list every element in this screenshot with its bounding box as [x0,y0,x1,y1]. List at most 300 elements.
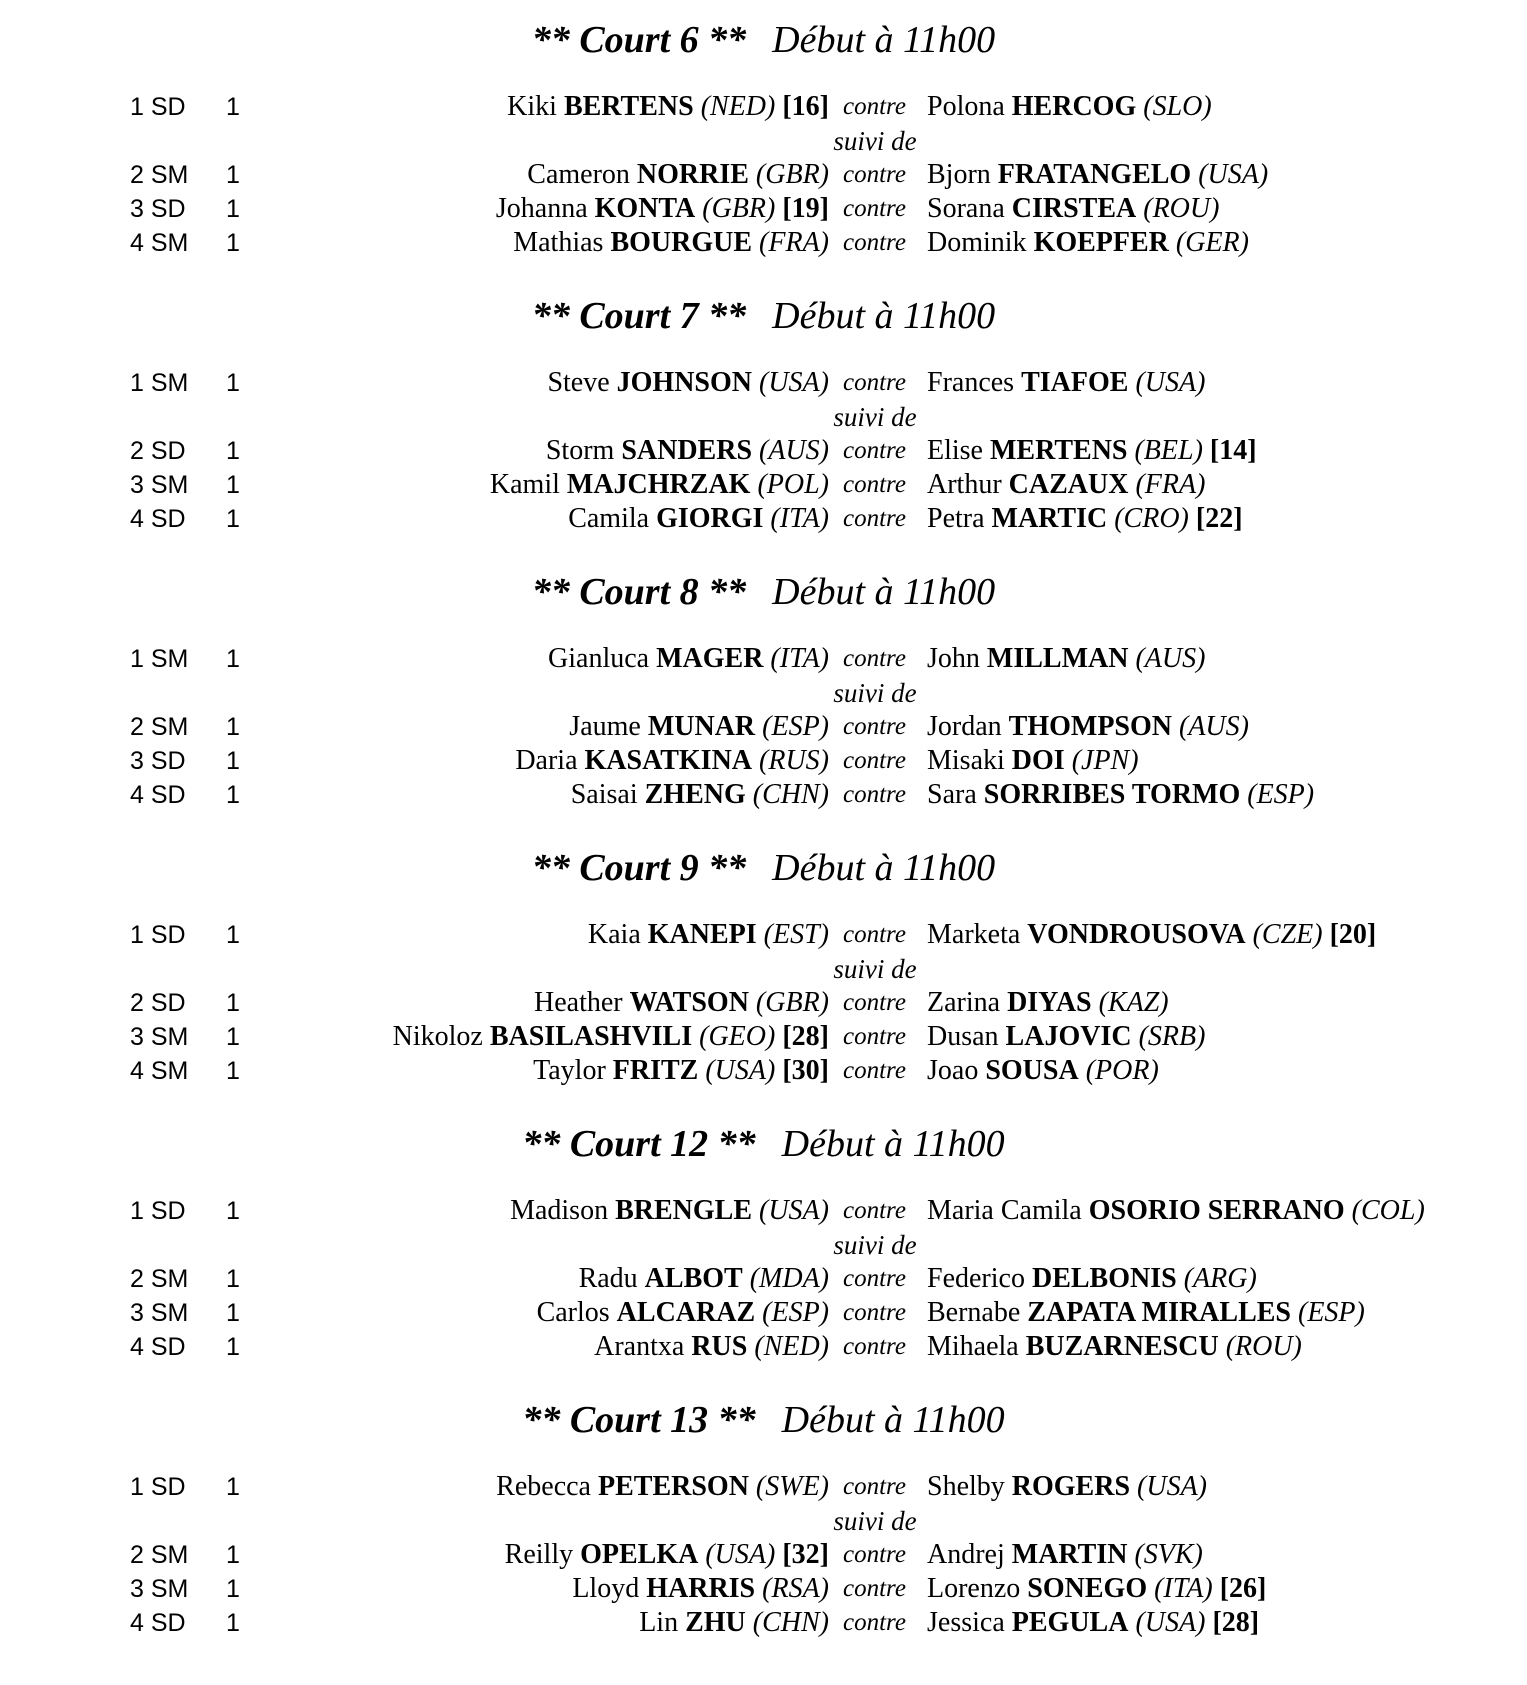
player-nationality: (POL) [757,469,829,500]
player-first-name: Taylor [533,1055,606,1086]
player-last-name: DIYAS [1007,987,1092,1018]
right-player [927,1054,1159,1088]
player-last-name: WATSON [629,987,749,1018]
player-last-name: ALBOT [644,1263,743,1294]
versus-label: contre [843,989,906,1016]
versus-label: contre [843,1023,906,1050]
match-row [0,1538,1527,1572]
match-order: 1 SD [130,1197,186,1225]
player-last-name: LAJOVIC [1005,1021,1132,1052]
player-seed: [28] [782,1021,829,1052]
versus-label: contre [843,1333,906,1360]
court-header [0,846,1527,890]
match-row [0,1296,1527,1330]
match-row [0,642,1527,676]
match-round: 1 [226,195,240,223]
followed-by-label: suivi de [833,1506,917,1536]
player-nationality: (USA) [705,1055,776,1086]
right-player [927,192,1219,226]
match-order: 3 SD [130,195,186,223]
match-order: 2 SM [130,1265,189,1293]
player-last-name: KOEPFER [1033,227,1169,258]
left-player [639,1606,829,1640]
match-order: 3 SM [130,1299,189,1327]
start-time: Début à 11h00 [772,571,996,613]
player-last-name: SOUSA [985,1055,1079,1086]
left-player [513,226,829,260]
player-first-name: Federico [927,1263,1025,1294]
player-nationality: (USA) [1135,1607,1206,1638]
player-nationality: (EST) [763,919,829,950]
player-first-name: Steve [547,367,610,398]
player-last-name: JOHNSON [616,367,753,398]
left-player [393,1020,829,1054]
match-round: 1 [226,1197,240,1225]
player-nationality: (ITA) [770,643,829,674]
player-first-name: Dominik [927,227,1027,258]
player-nationality: (ROU) [1143,193,1220,224]
player-last-name: CAZAUX [1008,469,1129,500]
match-round: 1 [226,1057,240,1085]
start-time: Début à 11h00 [772,847,996,889]
player-seed: [19] [782,193,829,224]
versus-label: contre [843,1265,906,1292]
versus-label: contre [843,1197,906,1224]
player-nationality: (GBR) [755,159,829,190]
player-last-name: TIAFOE [1021,367,1129,398]
player-first-name: Bernabe [927,1297,1021,1328]
right-player [927,90,1212,124]
player-nationality: (FRA) [759,227,829,258]
match-order: 3 SM [130,1023,189,1051]
player-nationality: (USA) [705,1539,776,1570]
versus-label: contre [843,781,906,808]
match-order: 2 SD [130,437,186,465]
player-last-name: BRENGLE [615,1195,753,1226]
match-round: 1 [226,1575,240,1603]
court-title: ** Court 8 ** [531,571,747,613]
player-nationality: (AUS) [1179,711,1249,742]
left-player [588,918,829,952]
player-last-name: MERTENS [990,435,1128,466]
player-nationality: (ESP) [762,711,829,742]
player-last-name: SANDERS [621,435,753,466]
player-first-name: Arthur [927,469,1002,500]
match-round: 1 [226,161,240,189]
match-round: 1 [226,93,240,121]
match-order: 3 SM [130,471,189,499]
player-last-name: FRITZ [612,1055,699,1086]
player-last-name: FRATANGELO [997,159,1192,190]
player-nationality: (NED) [754,1331,829,1362]
player-first-name: Rebecca [496,1471,591,1502]
player-last-name: DELBONIS [1031,1263,1177,1294]
player-nationality: (ESP) [1298,1297,1365,1328]
match-round: 1 [226,229,240,257]
player-first-name: Petra [927,503,985,534]
player-first-name: Madison [510,1195,609,1226]
match-order: 4 SD [130,1609,186,1637]
player-last-name: ALCARAZ [616,1297,756,1328]
match-order: 4 SM [130,229,189,257]
right-player [927,366,1205,400]
match-round: 1 [226,747,240,775]
player-nationality: (GBR) [702,193,776,224]
player-seed: [30] [782,1055,829,1086]
player-nationality: (USA) [1135,367,1206,398]
player-first-name: Cameron [527,159,630,190]
match-round: 1 [226,645,240,673]
player-first-name: Kiki [507,91,557,122]
player-seed: [22] [1195,503,1243,534]
right-player [927,642,1205,676]
match-row [0,1330,1527,1364]
player-seed: [28] [1212,1607,1260,1638]
match-row [0,434,1527,468]
player-first-name: Frances [927,367,1015,398]
player-nationality: (USA) [759,367,829,398]
player-first-name: Joao [927,1055,979,1086]
player-last-name: ROGERS [1011,1471,1131,1502]
match-order: 2 SD [130,989,186,1017]
right-player [927,1194,1425,1228]
versus-label: contre [843,437,906,464]
match-row [0,744,1527,778]
player-last-name: PEGULA [1011,1607,1129,1638]
player-first-name: Andrej [927,1539,1005,1570]
left-player [537,1296,829,1330]
player-first-name: Misaki [927,745,1005,776]
player-nationality: (ESP) [762,1297,829,1328]
left-player [510,1194,829,1228]
player-last-name: CIRSTEA [1011,193,1137,224]
player-last-name: SONEGO [1027,1573,1148,1604]
player-first-name: Jessica [927,1607,1005,1638]
left-player [547,366,829,400]
followed-by-label: suivi de [833,126,917,156]
match-row [0,1606,1527,1640]
player-seed: [26] [1219,1573,1267,1604]
match-order: 3 SD [130,747,186,775]
player-last-name: BASILASHVILI [489,1021,693,1052]
left-player [507,90,829,124]
match-order: 1 SM [130,369,189,397]
match-row [0,1572,1527,1606]
versus-label: contre [843,471,906,498]
left-player [572,1572,829,1606]
match-row [0,158,1527,192]
player-nationality: (BEL) [1134,435,1203,466]
followed-by-label: suivi de [833,1230,917,1260]
match-round: 1 [226,781,240,809]
player-nationality: (GER) [1175,227,1249,258]
start-time: Début à 11h00 [772,19,996,61]
left-player [505,1538,829,1572]
match-row [0,502,1527,536]
court-title: ** Court 6 ** [531,19,747,61]
player-first-name: Radu [578,1263,638,1294]
player-last-name: RUS [691,1331,748,1362]
player-first-name: Bjorn [927,159,991,190]
player-first-name: Polona [927,91,1005,122]
versus-label: contre [843,1473,906,1500]
match-order: 1 SD [130,921,186,949]
player-first-name: Zarina [927,987,1001,1018]
player-first-name: Saisai [570,779,638,810]
player-last-name: DOI [1011,745,1065,776]
player-nationality: (COL) [1351,1195,1425,1226]
player-seed: [32] [782,1539,829,1570]
player-nationality: (CRO) [1114,503,1189,534]
right-player [927,434,1257,468]
player-first-name: Kamil [489,469,560,500]
player-last-name: HARRIS [646,1573,756,1604]
player-last-name: ZHENG [644,779,746,810]
player-nationality: (ITA) [770,503,829,534]
court-header [0,1398,1527,1442]
right-player [927,468,1205,502]
versus-label: contre [843,229,906,256]
player-nationality: (ROU) [1225,1331,1302,1362]
match-row [0,366,1527,400]
match-round: 1 [226,1265,240,1293]
versus-label: contre [843,161,906,188]
left-player [579,1262,829,1296]
left-player [490,468,829,502]
court-title: ** Court 7 ** [531,295,747,337]
match-round: 1 [226,1299,240,1327]
right-player [927,502,1243,536]
versus-label: contre [843,1541,906,1568]
versus-label: contre [843,93,906,120]
player-first-name: Daria [515,745,578,776]
followed-by-label: suivi de [833,402,917,432]
player-first-name: Sorana [927,193,1005,224]
versus-label: contre [843,369,906,396]
match-row [0,918,1527,952]
player-nationality: (JPN) [1071,745,1139,776]
followed-by-label: suivi de [833,678,917,708]
player-last-name: KANEPI [647,919,757,950]
player-first-name: Lin [639,1607,679,1638]
player-first-name: Storm [545,435,615,466]
versus-label: contre [843,1057,906,1084]
player-nationality: (SVK) [1134,1539,1203,1570]
match-round: 1 [226,471,240,499]
match-row [0,778,1527,812]
right-player [927,918,1376,952]
match-order: 4 SM [130,1057,189,1085]
player-first-name: Lorenzo [927,1573,1021,1604]
versus-label: contre [843,195,906,222]
player-last-name: BUZARNESCU [1025,1331,1219,1362]
left-player [568,502,829,536]
player-last-name: THOMPSON [1008,711,1172,742]
match-round: 1 [226,505,240,533]
player-first-name: Maria Camila [927,1195,1082,1226]
player-first-name: Jaume [569,711,641,742]
player-first-name: Dusan [927,1021,999,1052]
player-nationality: (ITA) [1154,1573,1213,1604]
player-last-name: KASATKINA [584,745,753,776]
player-last-name: ZHU [685,1607,746,1638]
versus-label: contre [843,713,906,740]
match-order: 4 SD [130,781,186,809]
right-player [927,1330,1302,1364]
versus-label: contre [843,747,906,774]
match-order: 2 SM [130,161,189,189]
right-player [927,1606,1259,1640]
player-nationality: (AUS) [759,435,829,466]
player-nationality: (SWE) [755,1471,829,1502]
player-first-name: Arantxa [594,1331,685,1362]
player-nationality: (GBR) [755,987,829,1018]
match-order: 2 SM [130,713,189,741]
player-last-name: MAGER [656,643,764,674]
left-player [548,642,829,676]
player-seed: [20] [1329,919,1377,950]
court-title: ** Court 13 ** [522,1399,756,1441]
player-nationality: (SRB) [1138,1021,1206,1052]
player-nationality: (USA) [1198,159,1269,190]
player-first-name: Shelby [927,1471,1005,1502]
player-nationality: (FRA) [1135,469,1206,500]
match-row [0,1262,1527,1296]
versus-label: contre [843,921,906,948]
player-last-name: MARTIC [991,503,1108,534]
player-nationality: (USA) [1137,1471,1208,1502]
player-last-name: BOURGUE [610,227,753,258]
player-last-name: BERTENS [563,91,694,122]
player-nationality: (CHN) [752,1607,829,1638]
left-player [571,778,829,812]
start-time: Début à 11h00 [772,295,996,337]
versus-label: contre [843,505,906,532]
versus-label: contre [843,1299,906,1326]
followed-by-label: suivi de [833,954,917,984]
player-last-name: SORRIBES TORMO [983,779,1241,810]
right-player [927,1262,1257,1296]
player-nationality: (GEO) [699,1021,776,1052]
player-last-name: OSORIO SERRANO [1088,1195,1345,1226]
player-first-name: Marketa [927,919,1021,950]
player-last-name: MUNAR [647,711,756,742]
player-first-name: Camila [568,503,650,534]
match-row [0,90,1527,124]
right-player [927,1572,1266,1606]
left-player [534,986,829,1020]
right-player [927,158,1268,192]
player-last-name: MILLMAN [986,643,1129,674]
court-title: ** Court 12 ** [522,1123,756,1165]
player-last-name: KONTA [594,193,696,224]
player-last-name: NORRIE [636,159,749,190]
match-row [0,468,1527,502]
match-order: 2 SM [130,1541,189,1569]
player-nationality: (CHN) [752,779,829,810]
match-order: 1 SD [130,1473,186,1501]
player-last-name: PETERSON [597,1471,749,1502]
match-round: 1 [226,713,240,741]
player-first-name: John [927,643,980,674]
player-first-name: Mihaela [927,1331,1019,1362]
player-nationality: (NED) [700,91,776,122]
player-nationality: (RUS) [759,745,829,776]
versus-label: contre [843,1575,906,1602]
player-nationality: (RSA) [762,1573,829,1604]
player-last-name: GIORGI [656,503,764,534]
player-last-name: ZAPATA MIRALLES [1027,1297,1291,1328]
right-player [927,1296,1365,1330]
match-round: 1 [226,1473,240,1501]
player-nationality: (SLO) [1143,91,1212,122]
player-first-name: Nikoloz [392,1021,483,1052]
court-header [0,294,1527,338]
left-player [515,744,829,778]
right-player [927,1538,1203,1572]
match-order: 3 SM [130,1575,189,1603]
player-nationality: (AUS) [1135,643,1206,674]
match-round: 1 [226,437,240,465]
match-round: 1 [226,1541,240,1569]
right-player [927,744,1139,778]
match-row [0,1194,1527,1228]
player-last-name: VONDROUSOVA [1027,919,1246,950]
court-header [0,570,1527,614]
player-first-name: Mathias [513,227,604,258]
player-nationality: (CZE) [1252,919,1323,950]
match-round: 1 [226,1609,240,1637]
player-last-name: MARTIN [1011,1539,1128,1570]
player-first-name: Carlos [536,1297,610,1328]
court-title: ** Court 9 ** [531,847,747,889]
match-order: 1 SD [130,93,186,121]
player-first-name: Jordan [927,711,1002,742]
player-nationality: (MDA) [749,1263,829,1294]
left-player [496,1470,829,1504]
versus-label: contre [843,1609,906,1636]
right-player [927,1020,1205,1054]
player-seed: [16] [782,91,829,122]
match-row [0,710,1527,744]
match-round: 1 [226,921,240,949]
player-nationality: (USA) [759,1195,829,1226]
player-nationality: (ESP) [1247,779,1315,810]
versus-label: contre [843,645,906,672]
player-first-name: Elise [927,435,983,466]
match-row [0,1470,1527,1504]
player-first-name: Kaia [587,919,641,950]
right-player [927,226,1249,260]
right-player [927,1470,1207,1504]
court-header [0,1122,1527,1166]
match-row [0,1054,1527,1088]
match-round: 1 [226,989,240,1017]
right-player [927,710,1249,744]
match-row [0,192,1527,226]
player-first-name: Sara [927,779,977,810]
player-first-name: Reilly [504,1539,574,1570]
right-player [927,986,1169,1020]
match-row [0,226,1527,260]
player-first-name: Gianluca [548,643,650,674]
player-first-name: Heather [534,987,623,1018]
left-player [527,158,829,192]
player-nationality: (POR) [1085,1055,1159,1086]
match-order: 4 SD [130,1333,186,1361]
player-last-name: HERCOG [1011,91,1137,122]
left-player [496,192,829,226]
